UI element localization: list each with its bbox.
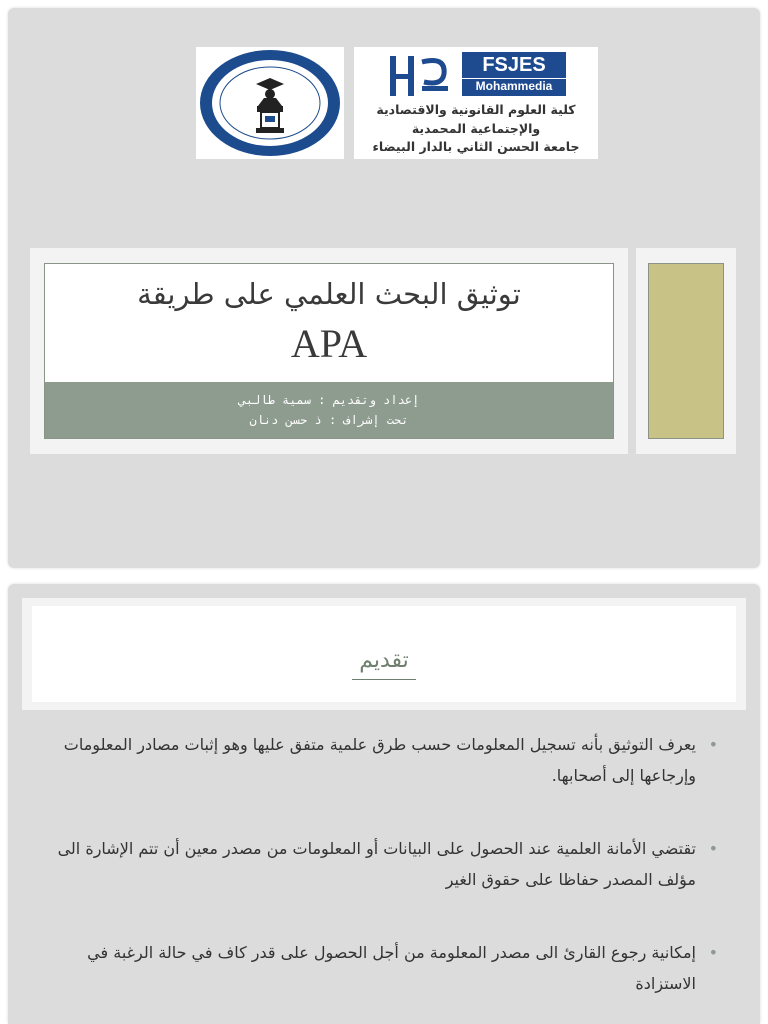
presentation-title-latin: APA: [290, 321, 368, 366]
bullet-text: تقتضي الأمانة العلمية عند الحصول على البيانات أو المعلومات من مصدر معين أن تتم الإشارة الى مؤلف المصدر حفاظا على حقوق الغير: [57, 839, 696, 889]
fsjes-city: Mohammedia: [462, 78, 566, 93]
list-item: [48, 729, 718, 791]
seal-inner: [212, 60, 328, 146]
supervisor-line: تحت إشراف : ذ حسن دنان: [249, 413, 409, 427]
bullet-text: يعرف التوثيق بأنه تسجيل المعلومات حسب طرق علمية متفق عليها وهو إثبات مصادر المعلومات وإرجاعها إلى أصحابها.: [63, 735, 696, 785]
accent-square: [648, 263, 724, 439]
fsjes-name: FSJES: [482, 54, 546, 76]
heading-band: [22, 598, 746, 710]
university-name: جامعة الحسن الثاني بالدار البيضاء: [372, 139, 580, 154]
bullet-text: إمكانية رجوع القارئ الى مصدر المعلومة من أجل الحصول على قدر كاف في حالة الرغبة في الاستزادة: [87, 943, 696, 993]
faculty-name-line1: كلية العلوم القانونية والاقتصادية: [376, 102, 576, 117]
introduction-slide: [8, 584, 760, 1024]
fsjes-monogram-icon: [386, 52, 456, 100]
title-slide: [8, 8, 760, 568]
bullet-list: [48, 729, 718, 999]
fsjes-logo: [354, 47, 598, 159]
bullet-icon: •: [708, 839, 718, 858]
bullet-icon: •: [708, 943, 718, 962]
slide-heading: تقديم: [359, 648, 409, 673]
university-seal-logo: [196, 47, 344, 159]
title-card: [44, 263, 614, 439]
title-band: [30, 248, 628, 454]
graduate-podium-icon: [212, 60, 328, 146]
accent-band: [636, 248, 736, 454]
heading-card: [32, 606, 736, 702]
fsjes-title-bar: [462, 52, 566, 96]
bullet-icon: •: [708, 735, 718, 754]
presentation-title-arabic: توثيق البحث العلمي على طريقة: [137, 277, 521, 311]
list-item: [48, 833, 718, 895]
presenter-line: إعداد وتقديم : سمية طالبي: [238, 393, 420, 407]
faculty-name-line2: والإجتماعية المحمدية: [411, 121, 541, 136]
list-item: [48, 937, 718, 999]
heading-underline: [352, 679, 416, 680]
subtitle-bar: [45, 382, 613, 438]
